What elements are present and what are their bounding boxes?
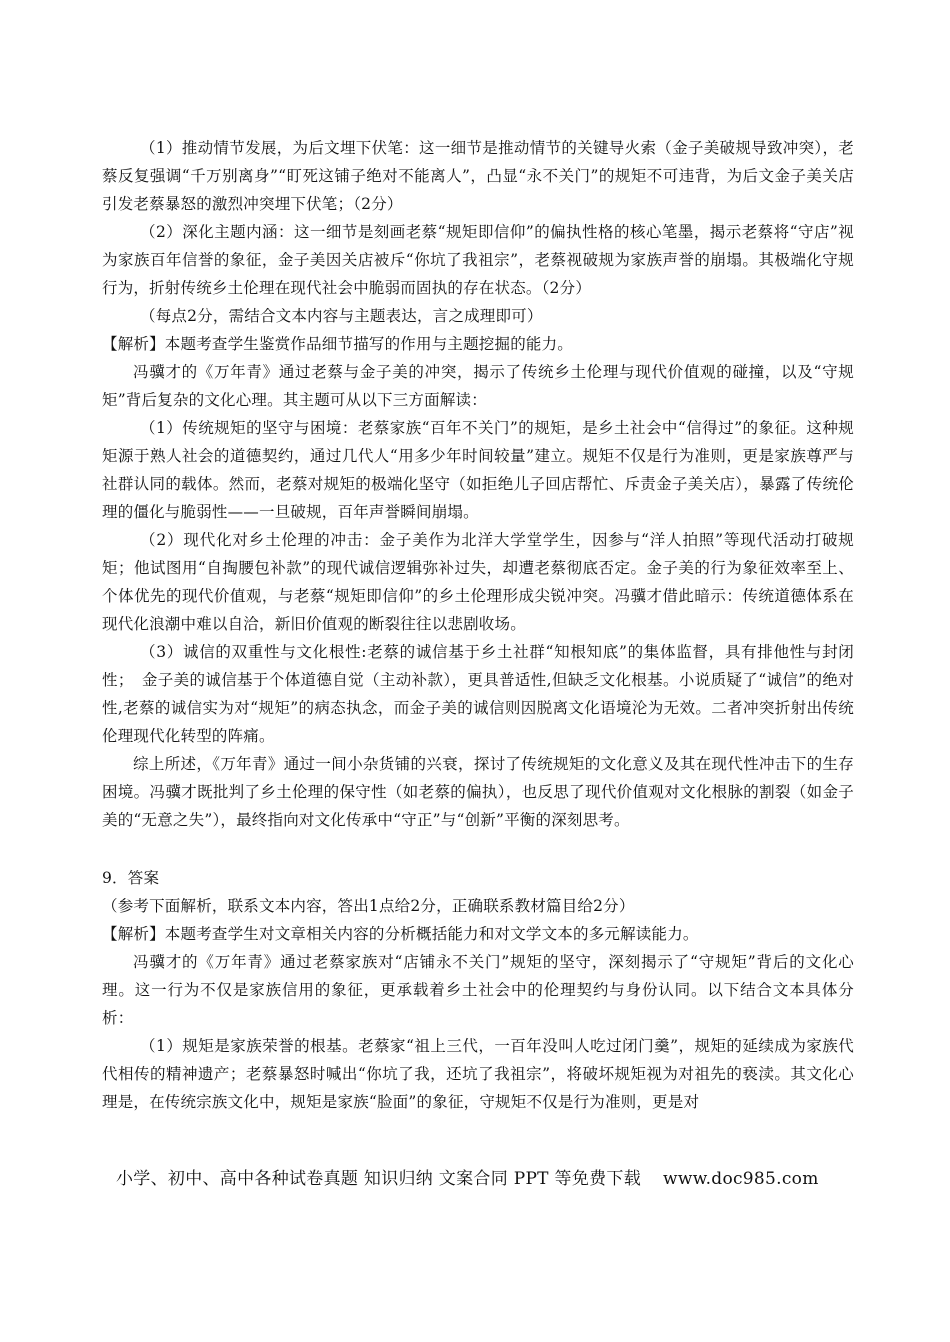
document-body xyxy=(102,134,854,1116)
footer-text: 小学、初中、高中各种试卷真题 知识归纳 文案合同 PPT 等免费下载 xyxy=(116,1169,642,1189)
question-9-scoring: （参考下面解析，联系文本内容，答出1点给2分，正确联系教材篇目给2分） xyxy=(102,897,635,915)
answer-point-1: （1）推动情节发展，为后文埋下伏笔：这一细节是推动情节的关键导火索（金子美破规导致冲突），老蔡反复强调“千万别离身”“盯死这铺子绝对不能离人”，凸显“永不关门”的规矩不可违背，为后文金子美关店引发老蔡暴怒的激烈冲突埋下伏笔；（2分） xyxy=(102,139,854,213)
footer-site-link[interactable]: www.doc985.com xyxy=(663,1169,819,1189)
question-9-heading: 9．答案 xyxy=(102,869,160,887)
answer-point-2: （2）深化主题内涵：这一细节是刻画老蔡“规矩即信仰”的偏执性格的核心笔墨，揭示老蔡将“守店”视为家族百年信誉的象征，金子美因关店被斥“你坑了我祖宗”，老蔡视破规为家族声誉的崩塌。其极端化守规行为，折射传统乡土伦理在现代社会中脆弱而固执的存在状态。（2分） xyxy=(102,223,854,297)
analysis-point-2: （2）现代化对乡土伦理的冲击：金子美作为北洋大学堂学生，因参与“洋人拍照”等现代活动打破规矩；他试图用“自掏腰包补款”的现代诚信逻辑弥补过失，却遭老蔡彻底否定。金子美的行为象征效率至上、个体优先的现代价值观，与老蔡“规矩即信仰”的乡土伦理形成尖锐冲突。冯骥才借此暗示：传统道德体系在现代化浪潮中难以自洽，新旧价值观的断裂往往以悲剧收场。 xyxy=(102,531,854,633)
analysis-point-1: （1）传统规矩的坚守与困境：老蔡家族“百年不关门”的规矩，是乡土社会中“信得过”的象征。这种规矩源于熟人社会的道德契约，通过几代人“用多少年时间较量”建立。规矩不仅是行为准则，更是家族尊严与社群认同的载体。然而，老蔡对规矩的极端化坚守（如拒绝儿子回店帮忙、斥责金子美关店），暴露了传统伦理的僵化与脆弱性——一旦破规，百年声誉瞬间崩塌。 xyxy=(102,419,854,521)
question-9-analysis-heading: 【解析】本题考查学生对文章相关内容的分析概括能力和对文学文本的多元解读能力。 xyxy=(102,925,699,943)
analysis-heading: 【解析】本题考查学生鉴赏作品细节描写的作用与主题挖掘的能力。 xyxy=(102,335,574,353)
analysis-summary: 综上所述，《万年青》通过一间小杂货铺的兴衰，探讨了传统规矩的文化意义及其在现代性冲击下的生存困境。冯骥才既批判了乡土伦理的保守性（如老蔡的偏执），也反思了现代价值观对文化根脉的割裂（如金子美的“无意之失”），最终指向对文化传承中“守正”与“创新”平衡的深刻思考。 xyxy=(102,755,854,829)
question-9-intro: 冯骥才的《万年青》通过老蔡家族对“店铺永不关门”规矩的坚守，深刻揭示了“守规矩”背后的文化心理。这一行为不仅是家族信用的象征，更承载着乡土社会中的伦理契约与身份认同。以下结合文本具体分析： xyxy=(102,953,854,1027)
analysis-intro: 冯骥才的《万年青》通过老蔡与金子美的冲突，揭示了传统乡土伦理与现代价值观的碰撞，以及“守规矩”背后复杂的文化心理。其主题可从以下三方面解读： xyxy=(102,363,854,409)
section-gap xyxy=(102,834,854,864)
question-9-point-1: （1）规矩是家族荣誉的根基。老蔡家“祖上三代，一百年没叫人吃过闭门羹”，规矩的延续成为家族代代相传的精神遗产；老蔡暴怒时喊出“你坑了我，还坑了我祖宗”，将破坏规矩视为对祖先的亵渎。其文化心理是，在传统宗族文化中，规矩是家族“脸面”的象征，守规矩不仅是行为准则，更是对 xyxy=(102,1037,854,1111)
analysis-point-3: （3）诚信的双重性与文化根性:老蔡的诚信基于乡土社群“知根知底”的集体监督，具有排他性与封闭性； 金子美的诚信基于个体道德自觉（主动补款），更具普适性,但缺乏文化根基。小说质疑了“诚信”的绝对性,老蔡的诚信实为对“规矩”的病态执念，而金子美的诚信则因脱离文化语境沦为无效。二者冲突折射出传统伦理现代化转型的阵痛。 xyxy=(102,643,854,745)
scoring-note: （每点2分，需结合文本内容与主题表达，言之成理即可） xyxy=(140,307,543,325)
page-footer xyxy=(116,1164,856,1189)
